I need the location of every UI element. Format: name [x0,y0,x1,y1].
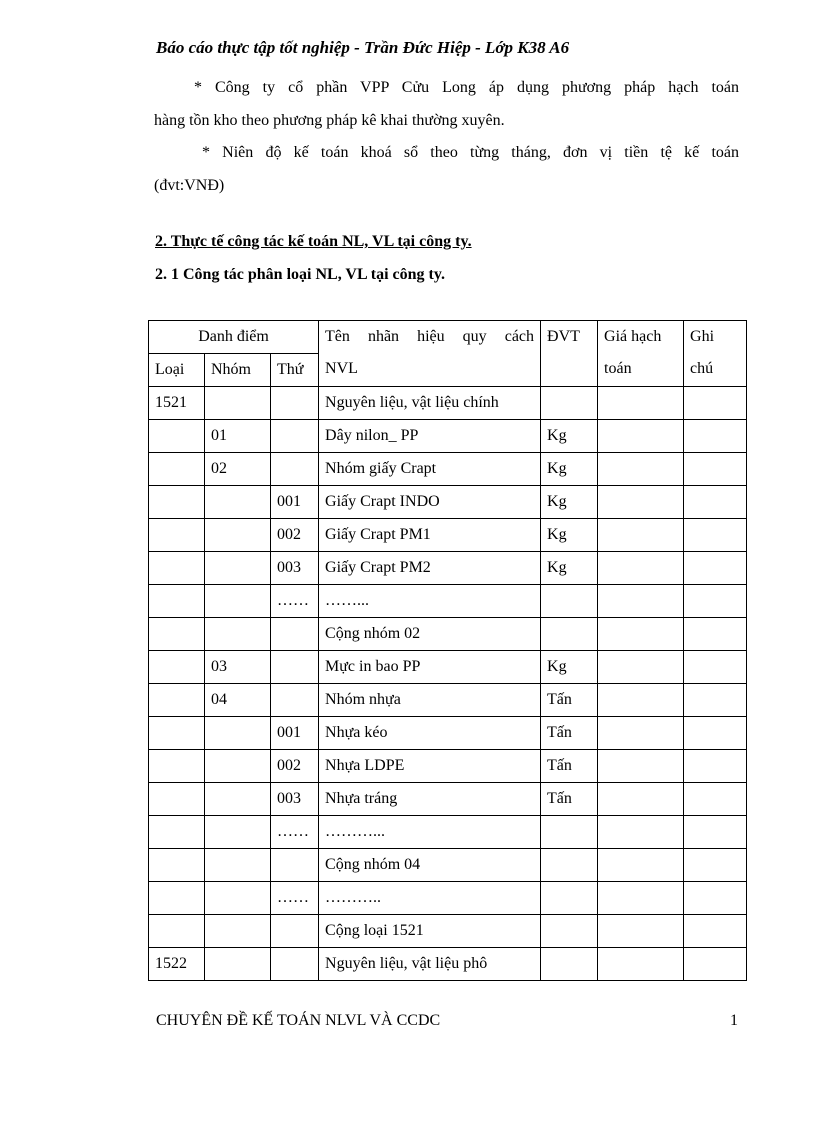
table-row [149,387,747,420]
cell-thu: 003 [271,552,319,585]
cell-gia [598,816,684,849]
table-row [149,783,747,816]
cell-nhom [205,849,271,882]
cell-gia [598,651,684,684]
cell-ghi [684,420,747,453]
cell-nhom [205,750,271,783]
cell-gia [598,915,684,948]
footer-title: CHUYÊN ĐỀ KẾ TOÁN NLVL VÀ CCDC [156,1012,441,1029]
cell-ten: Giấy Crapt INDO [319,486,541,519]
cell-ten: Nguyên liệu, vật liệu chính [319,387,541,420]
material-catalog-table [148,320,747,981]
table-header-row [149,321,747,354]
cell-ten: Cộng nhóm 02 [319,618,541,651]
cell-loai [149,849,205,882]
table-row [149,453,747,486]
cell-ghi [684,387,747,420]
table-row [149,882,747,915]
cell-loai [149,651,205,684]
cell-ten: ……... [319,585,541,618]
table-row [149,816,747,849]
cell-loai [149,717,205,750]
cell-gia [598,750,684,783]
cell-ghi [684,915,747,948]
table-row [149,849,747,882]
cell-ten: ………... [319,816,541,849]
cell-loai [149,552,205,585]
cell-nhom [205,882,271,915]
table-row [149,684,747,717]
cell-loai [149,783,205,816]
cell-gia [598,585,684,618]
header-nhom: Nhóm [205,354,271,387]
cell-ten: Giấy Crapt PM2 [319,552,541,585]
cell-ghi [684,486,747,519]
cell-ghi [684,948,747,981]
cell-gia [598,684,684,717]
cell-loai [149,816,205,849]
cell-ghi [684,585,747,618]
cell-loai: 1521 [149,387,205,420]
cell-nhom [205,552,271,585]
table-row [149,948,747,981]
cell-ten: Nhóm nhựa [319,684,541,717]
cell-thu [271,420,319,453]
cell-loai [149,519,205,552]
cell-thu: 001 [271,717,319,750]
section-title: 2. Thực tế công tác kế toán NL, VL tại công ty. [155,233,472,250]
cell-dvt [541,849,598,882]
cell-ten: Nhựa tráng [319,783,541,816]
table-row [149,618,747,651]
table-row [149,486,747,519]
cell-nhom: 01 [205,420,271,453]
cell-nhom [205,717,271,750]
cell-ten: Cộng loại 1521 [319,915,541,948]
cell-ghi [684,453,747,486]
cell-nhom [205,585,271,618]
cell-dvt: Kg [541,486,598,519]
subsection-title: 2. 1 Công tác phân loại NL, VL tại công ty. [155,266,445,283]
cell-dvt [541,816,598,849]
table-row [149,651,747,684]
cell-gia [598,783,684,816]
cell-dvt: Kg [541,552,598,585]
table-row [149,420,747,453]
cell-dvt [541,387,598,420]
header-gia-hach-toan [598,321,684,387]
cell-gia [598,849,684,882]
cell-loai [149,750,205,783]
cell-thu [271,948,319,981]
cell-dvt: Kg [541,651,598,684]
cell-ghi [684,849,747,882]
cell-gia [598,387,684,420]
cell-nhom [205,387,271,420]
paragraph-inventory-method [154,71,739,137]
cell-loai [149,420,205,453]
cell-ghi [684,717,747,750]
cell-dvt: Kg [541,519,598,552]
cell-loai [149,684,205,717]
paragraph-line: (đvt:VNĐ) [154,177,225,194]
table-row [149,750,747,783]
cell-ghi [684,552,747,585]
cell-nhom [205,783,271,816]
header-ten-line1: Tên nhãn hiệu quy cách [325,328,535,345]
cell-gia [598,717,684,750]
cell-loai: 1522 [149,948,205,981]
cell-ten: Nhựa kéo [319,717,541,750]
paragraph-line: * Công ty cổ phần VPP Cửu Long áp dụng phương pháp hạch toán [194,79,739,96]
cell-nhom [205,915,271,948]
cell-thu: 001 [271,486,319,519]
cell-dvt: Tấn [541,750,598,783]
table-row [149,585,747,618]
header-danh-diem: Danh điểm [149,321,319,354]
cell-ten: Nhóm giấy Crapt [319,453,541,486]
cell-ghi [684,816,747,849]
table-row [149,519,747,552]
cell-thu: 003 [271,783,319,816]
cell-ten: Nguyên liệu, vật liệu phô [319,948,541,981]
cell-ten: Mực in bao PP [319,651,541,684]
cell-ghi [684,651,747,684]
cell-gia [598,618,684,651]
header-ghi-chu [684,321,747,387]
header-ghi-line1: Ghi [690,328,715,345]
cell-loai [149,453,205,486]
cell-gia [598,486,684,519]
cell-dvt: Tấn [541,783,598,816]
paragraph-fiscal-period [154,136,739,202]
cell-ten: ……….. [319,882,541,915]
cell-gia [598,552,684,585]
cell-ten: Giấy Crapt PM1 [319,519,541,552]
cell-dvt: Tấn [541,684,598,717]
cell-nhom [205,618,271,651]
table-row [149,717,747,750]
cell-ghi [684,618,747,651]
cell-dvt: Tấn [541,717,598,750]
cell-dvt [541,948,598,981]
cell-loai [149,882,205,915]
cell-thu [271,651,319,684]
cell-gia [598,519,684,552]
header-gia-line2: toán [604,360,632,377]
cell-thu [271,618,319,651]
cell-dvt [541,618,598,651]
cell-thu [271,849,319,882]
cell-nhom [205,486,271,519]
cell-dvt [541,915,598,948]
header-gia-line1: Giá hạch [604,328,662,345]
cell-thu: …… [271,585,319,618]
cell-dvt [541,585,598,618]
header-ghi-line2: chú [690,360,714,377]
cell-nhom: 02 [205,453,271,486]
cell-nhom [205,816,271,849]
cell-gia [598,420,684,453]
cell-gia [598,453,684,486]
header-thu: Thứ [271,354,319,387]
cell-nhom [205,948,271,981]
cell-loai [149,486,205,519]
page-number: 1 [730,1012,738,1029]
paragraph-line: hàng tồn kho theo phương pháp kê khai thường xuyên. [154,112,505,129]
cell-nhom: 03 [205,651,271,684]
header-ten-nhan-hieu [319,321,541,387]
cell-dvt: Kg [541,453,598,486]
cell-ten: Nhựa LDPE [319,750,541,783]
cell-thu [271,453,319,486]
paragraph-line: * Niên độ kế toán khoá sổ theo từng tháng, đơn vị tiền tệ kế toán [202,144,739,161]
cell-ghi [684,882,747,915]
cell-gia [598,882,684,915]
cell-thu: 002 [271,750,319,783]
cell-dvt [541,882,598,915]
cell-loai [149,915,205,948]
cell-thu: …… [271,882,319,915]
cell-ghi [684,783,747,816]
cell-loai [149,618,205,651]
cell-thu [271,387,319,420]
cell-nhom [205,519,271,552]
page-header: Báo cáo thực tập tốt nghiệp - Trần Đức Hiệp - Lớp K38 A6 [156,38,570,57]
cell-gia [598,948,684,981]
header-dvt: ĐVT [541,321,598,387]
table-row [149,552,747,585]
cell-loai [149,585,205,618]
cell-thu: 002 [271,519,319,552]
cell-ten: Cộng nhóm 04 [319,849,541,882]
cell-ghi [684,519,747,552]
cell-thu: …… [271,816,319,849]
table-row [149,915,747,948]
cell-thu [271,684,319,717]
cell-ghi [684,684,747,717]
cell-nhom: 04 [205,684,271,717]
header-ten-line2: NVL [325,360,358,377]
header-loai: Loại [149,354,205,387]
cell-ten: Dây nilon_ PP [319,420,541,453]
cell-dvt: Kg [541,420,598,453]
cell-thu [271,915,319,948]
cell-ghi [684,750,747,783]
